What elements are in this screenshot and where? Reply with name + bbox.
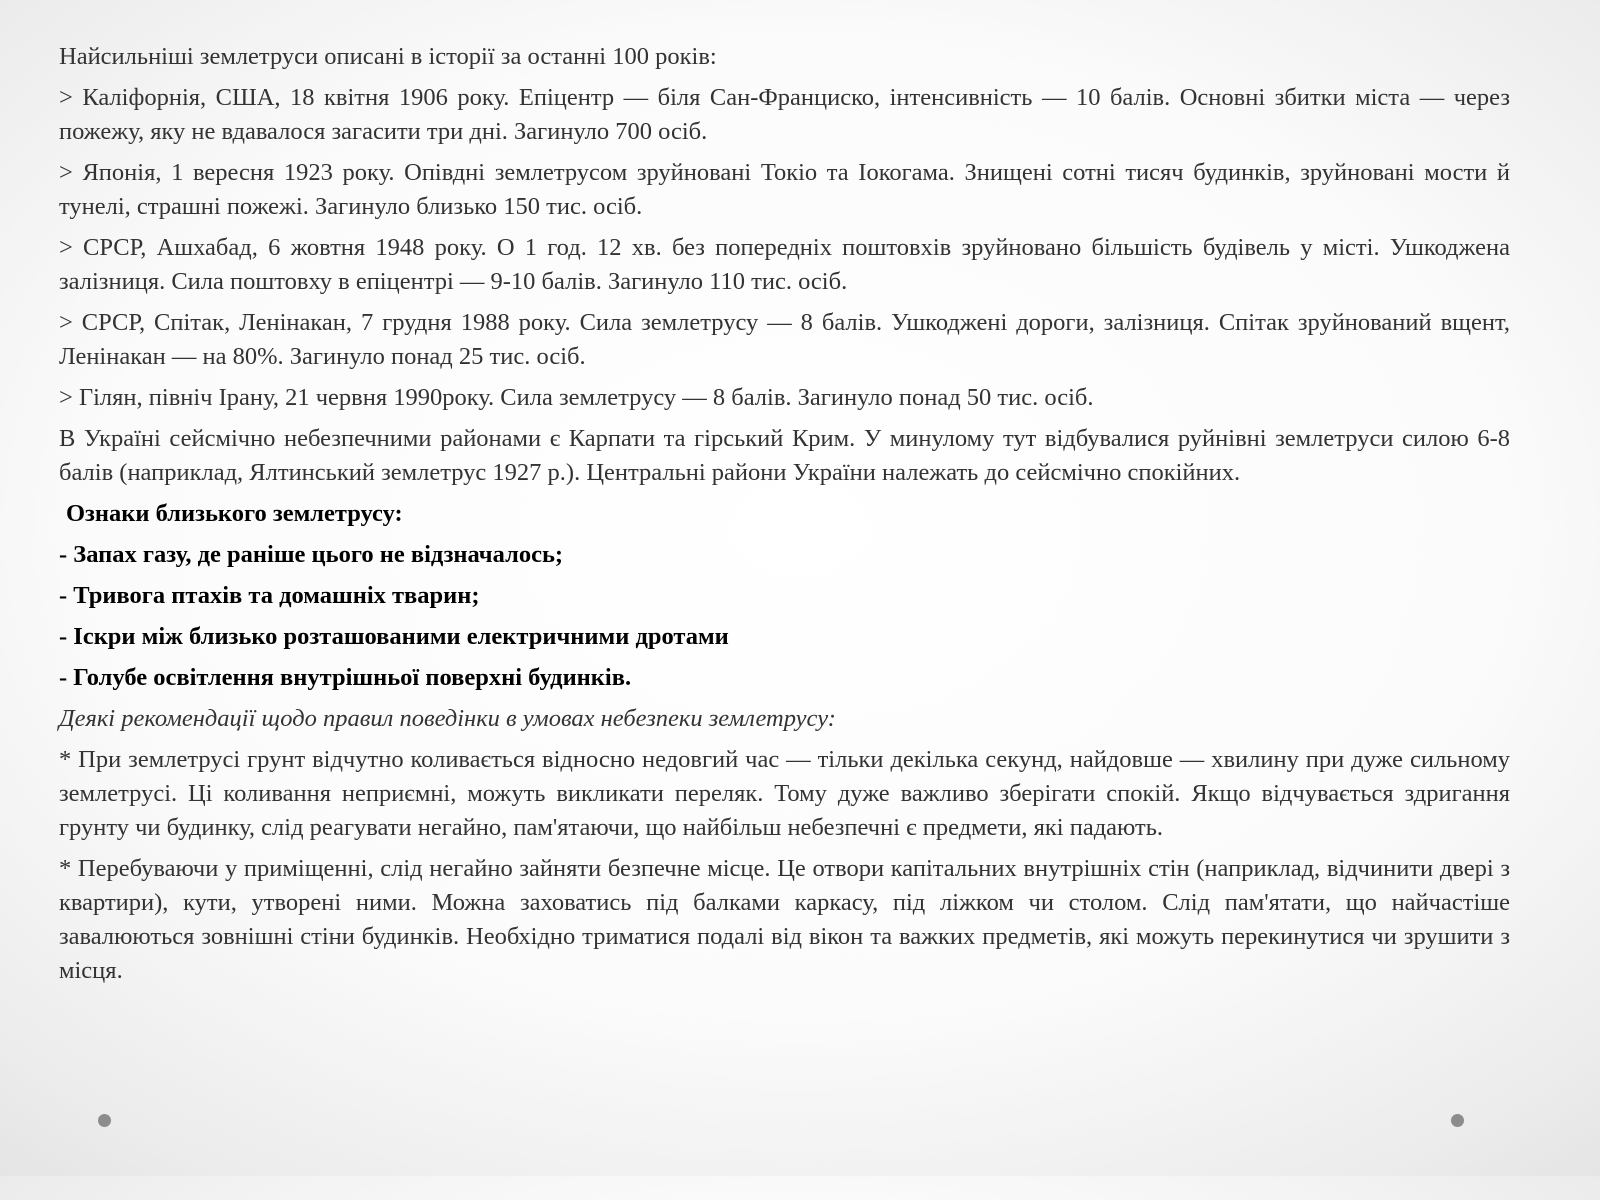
event-gilan: > Гілян, північ Ірану, 21 червня 1990року. Сила землетрусу — 8 балів. Загинуло понад 50 тис. осіб. [59, 384, 1094, 411]
signs-heading: Ознаки близького землетрусу: [66, 500, 403, 527]
slide-body [59, 40, 1510, 995]
ukraine-paragraph: В Україні сейсмічно небезпечними районами є Карпати та гірський Крим. У минулому тут відбувалися руйнівні землетруси силою 6-8 балів (наприклад, Ялтинський землетрус 1927 р.). Центральні райони України належать до сейсмічно спокійних. [59, 425, 1510, 486]
sign-item-blue-light: - Голубе освітлення внутрішньої поверхні будинків. [59, 664, 632, 691]
event-japan: > Японія, 1 вересня 1923 року. Опівдні землетрусом зруйновані Токіо та Іокогама. Знищені сотні тисяч будинків, зруйновані мости й тунелі, страшні пожежі. Загинуло близько 150 тис. осіб. [59, 159, 1510, 220]
sign-item-sparks: - Іскри між близько розташованими електричними дротами [59, 623, 729, 650]
recommendation-safe-place: * Перебуваючи у приміщенні, слід негайно зайняти безпечне місце. Це отвори капітальних внутрішніх стін (наприклад, відчинити двері з квартири), кути, утворені ними. Можна заховатись під балками каркасу, під ліжком чи столом. Слід пам'ятати, що найчастіше завалюються зовнішні стіни будинків. Необхідно триматися подалі від вікон та важких предметів, які можуть перекинутися чи зрушити з місця. [59, 855, 1510, 984]
event-spitak: > СРСР, Спітак, Ленінакан, 7 грудня 1988 року. Сила землетрусу — 8 балів. Ушкоджені дороги, залізниця. Спітак зруйнований вщент, Ленінакан — на 80%. Загинуло понад 25 тис. осіб. [59, 309, 1510, 370]
intro-text: Найсильніші землетруси описані в історії за останні 100 років: [59, 43, 717, 70]
recommendation-stay-calm: * При землетрусі грунт відчутно коливається відносно недовгий час — тільки декілька секунд, найдовше — хвилину при дуже сильному землетрусі. Ці коливання неприємні, можуть викликати переляк. Тому дуже важливо зберігати спокій. Якщо відчувається здригання грунту чи будинку, слід реагувати негайно, пам'ятаючи, що найбільш небезпечні є предмети, які падають. [59, 746, 1510, 841]
event-california: > Каліфорнія, США, 18 квітня 1906 року. Епіцентр — біля Сан-Франциско, інтенсивність — 10 балів. Основні збитки міста — через пожежу, яку не вдавалося загасити три дні. Загинуло 700 осіб. [59, 84, 1510, 145]
decorative-dot-right [1451, 1114, 1464, 1127]
sign-item-animals: - Тривога птахів та домашніх тварин; [59, 582, 480, 609]
event-ashgabat: > СРСР, Ашхабад, 6 жовтня 1948 року. О 1 год. 12 хв. без попередніх поштовхів зруйновано більшість будівель у місті. Ушкоджена залізниця. Сила поштовху в епіцентрі — 9-10 балів. Загинуло 110 тис. осіб. [59, 234, 1510, 295]
recommendations-heading: Деякі рекомендації щодо правил поведінки в умовах небезпеки землетрусу: [59, 705, 836, 732]
decorative-dot-left [98, 1114, 111, 1127]
sign-item-gas: - Запах газу, де раніше цього не відзначалось; [59, 541, 564, 568]
